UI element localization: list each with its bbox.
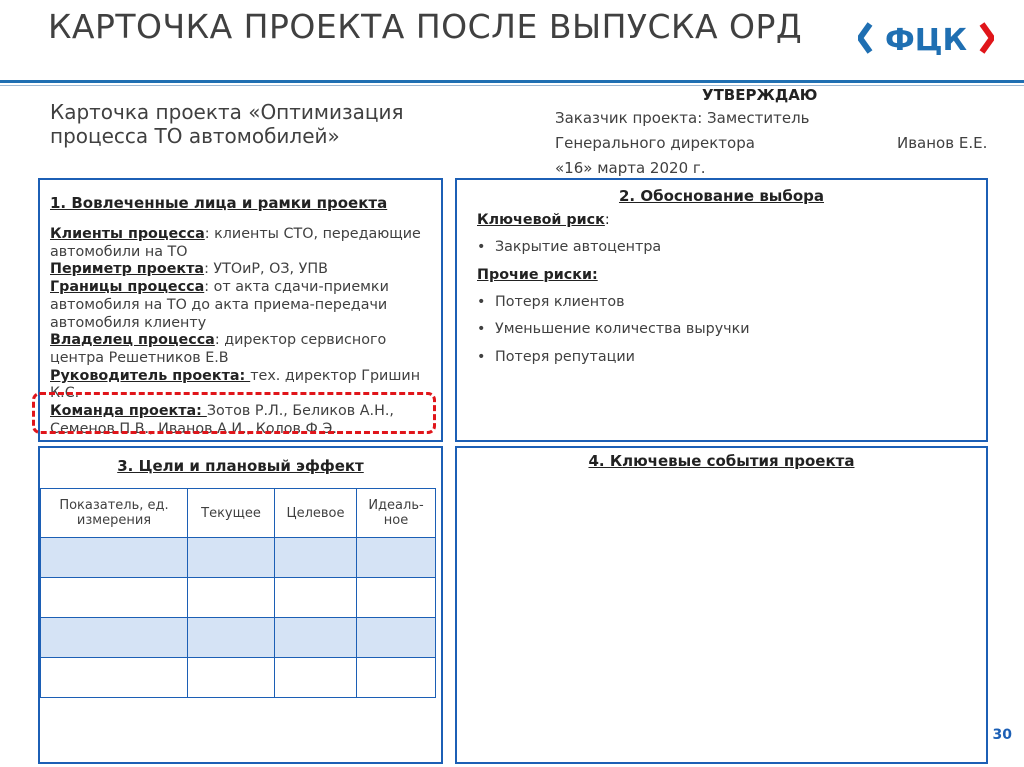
bullet: • (477, 349, 486, 365)
approval-date: «16» марта 2020 г. (555, 159, 706, 177)
panel-goals (38, 446, 443, 764)
list-item (50, 261, 435, 279)
key-risk-label: Ключевой риск (477, 212, 605, 228)
panel-justification (455, 178, 988, 442)
key-risk-colon: : (604, 212, 610, 228)
table-row (41, 658, 436, 698)
table-cell[interactable] (275, 578, 357, 618)
list-item (50, 226, 435, 261)
table-cell[interactable] (41, 658, 188, 698)
column-header: Текущее (188, 489, 275, 538)
item-text: тех. директор Гришин К.С. (50, 367, 421, 402)
table-cell[interactable] (188, 538, 275, 578)
item-text: : директор сервисного центра Решетников Е.В (50, 332, 387, 366)
item-text: : от акта сдачи-приемки автомобиля на ТО до акта приема-передачи автомобиля клиенту (50, 279, 389, 331)
team-highlight (32, 392, 436, 434)
table-cell[interactable] (357, 538, 436, 578)
table-cell[interactable] (275, 658, 357, 698)
item-label: Команда проекта: (50, 403, 207, 420)
column-header: Показатель, ед. измерения (41, 489, 188, 538)
table-row (41, 538, 436, 578)
bullet: • (477, 294, 486, 310)
item-label: Периметр проекта (50, 261, 205, 278)
table-cell[interactable] (41, 538, 188, 578)
table-cell[interactable] (188, 618, 275, 658)
panel-title: 3. Цели и плановый эффект (117, 457, 364, 475)
list-item (477, 294, 625, 310)
key-risk-heading (477, 212, 610, 228)
list-item (477, 349, 635, 365)
approval-signer: Иванов Е.Е. (897, 134, 988, 152)
table-cell[interactable] (357, 658, 436, 698)
risk-text: Потеря клиентов (495, 294, 625, 310)
table-cell[interactable] (275, 618, 357, 658)
table-cell[interactable] (41, 578, 188, 618)
header-rule-thin (0, 85, 1024, 86)
logo-graphic (858, 20, 994, 56)
page-number: 30 (992, 727, 1012, 743)
table-cell[interactable] (41, 618, 188, 658)
other-risks-heading: Прочие риски: (477, 267, 598, 283)
table-cell[interactable] (357, 578, 436, 618)
table-cell[interactable] (188, 658, 275, 698)
bullet: • (477, 239, 486, 255)
header-rule (0, 80, 1024, 83)
item-label: Клиенты процесса (50, 226, 205, 242)
column-header: Целевое (275, 489, 357, 538)
fck-logo (858, 20, 994, 56)
panel-key-events (455, 446, 988, 764)
approval-position: Генерального директора (555, 134, 755, 152)
card-title: Карточка проекта «Оптимизация процесса ТО автомобилей» (50, 100, 404, 148)
panel-title: 1. Вовлеченные лица и рамки проекта (50, 194, 388, 212)
list-item (50, 279, 435, 332)
list-item (477, 239, 661, 255)
table-row (41, 618, 436, 658)
item-label: Владелец процесса (50, 332, 215, 349)
risk-text: Потеря репутации (495, 349, 635, 365)
item-label: Руководитель проекта: (50, 367, 251, 384)
table-cell[interactable] (188, 578, 275, 618)
column-header: Идеаль-ное (357, 489, 436, 538)
list-item (50, 332, 435, 367)
panel-title: 2. Обоснование выбора (618, 187, 825, 205)
item-label: Границы процесса (50, 279, 205, 296)
table-row (41, 578, 436, 618)
table-cell[interactable] (357, 618, 436, 658)
logo-text: ФЦК (884, 23, 968, 56)
list-item (477, 321, 750, 337)
risk-text: Уменьшение количества выручки (495, 321, 750, 337)
item-text: : клиенты СТО, передающие автомобили на ТО (50, 226, 421, 260)
page-title: КАРТОЧКА ПРОЕКТА ПОСЛЕ ВЫПУСКА ОРД (48, 7, 803, 46)
approval-customer: Заказчик проекта: Заместитель (555, 109, 810, 127)
item-text: Зотов Р.Л., Беликов А.Н., Семенов П.В., Иванов А.И., Колов Ф.Э. (50, 403, 394, 437)
table-header-row (41, 489, 436, 538)
risk-text: Закрытие автоцентра (495, 239, 662, 255)
item-text: : УТОиР, ОЗ, УПВ (204, 261, 328, 278)
panel-title: 4. Ключевые события проекта (588, 452, 855, 470)
bullet: • (477, 321, 486, 337)
goals-table (40, 488, 436, 698)
approval-heading: УТВЕРЖДАЮ (702, 86, 818, 104)
table-cell[interactable] (275, 538, 357, 578)
